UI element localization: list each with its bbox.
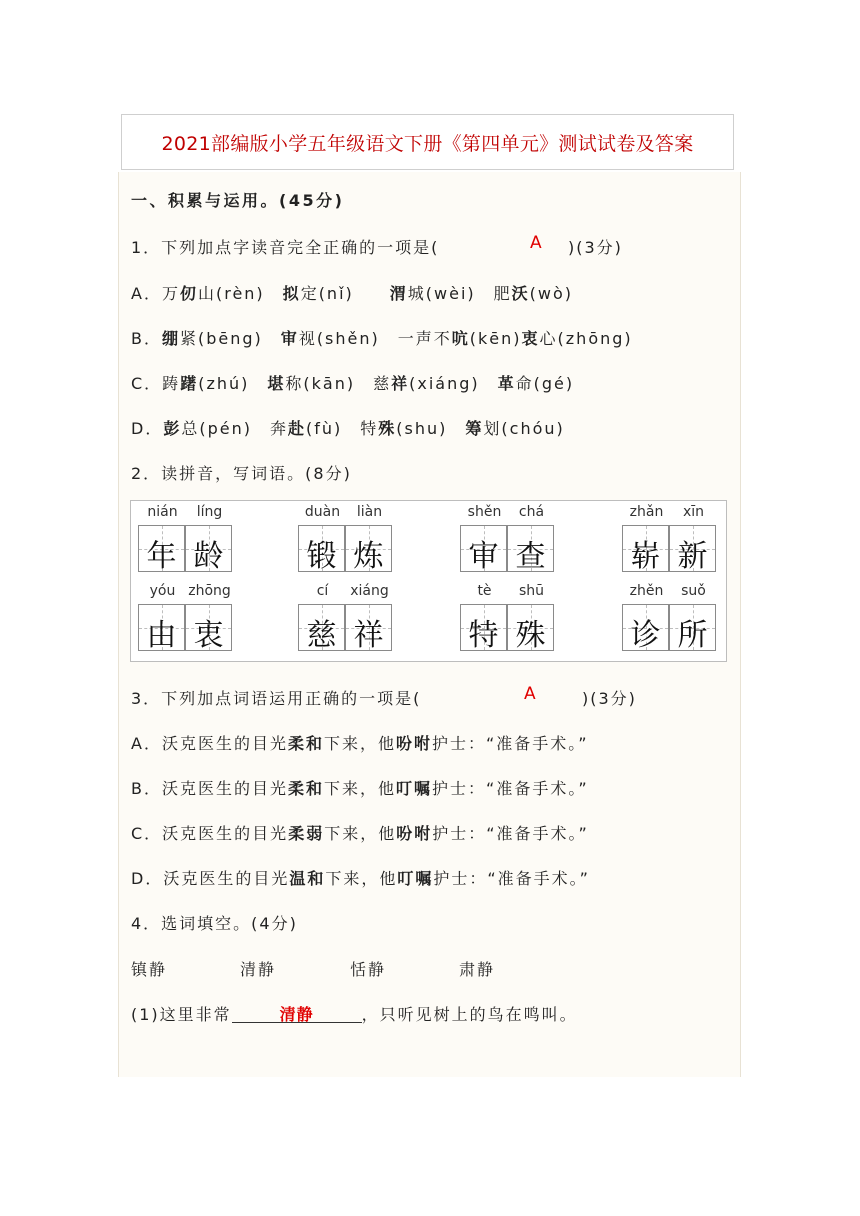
section-heading: 一、积累与运用。(45分): [131, 191, 345, 210]
pinyin-label: duàn: [304, 504, 341, 520]
char-cell: 所: [669, 604, 716, 651]
pinyin-label: zhōng: [188, 583, 231, 599]
char-cell: 殊: [507, 604, 554, 651]
char-cell: 诊: [622, 604, 669, 651]
char-cell: 慈: [298, 604, 345, 651]
pinyin-label: tè: [477, 583, 492, 599]
char-cell: 新: [669, 525, 716, 572]
q1-stem-before: 1．下列加点字读音完全正确的一项是(: [131, 238, 440, 257]
q1-option-b: B．绷紧(bēng) 审视(shěn) 一声不吭(kēn)衷心(zhōng): [131, 329, 633, 348]
q3-answer: A: [524, 684, 536, 704]
q3-option-b: B．沃克医生的目光柔和下来，他叮嘱护士：“准备手术。”: [131, 779, 589, 798]
q4-choice: 恬静: [350, 960, 387, 979]
q1-option-a: A．万仞山(rèn) 拟定(nǐ) 渭城(wèi) 肥沃(wò): [131, 284, 574, 303]
q4-stem: 4．选词填空。(4分): [131, 914, 298, 933]
pinyin-label: xīn: [682, 504, 705, 520]
pinyin-label: xiáng: [350, 583, 389, 599]
char-cell: 年: [138, 525, 185, 572]
char-cell: 查: [507, 525, 554, 572]
pinyin-label: liàn: [356, 504, 383, 520]
pinyin-label: cí: [316, 583, 329, 599]
pinyin-label: shěn: [467, 504, 502, 520]
char-cell: 由: [138, 604, 185, 651]
char-cell: 审: [460, 525, 507, 572]
pinyin-label: zhǎn: [629, 504, 664, 520]
title-box: [121, 114, 734, 170]
char-cell: 锻: [298, 525, 345, 572]
q3-option-a: A．沃克医生的目光柔和下来，他吩咐护士：“准备手术。”: [131, 734, 589, 753]
q4-item1: (1)这里非常 清静 ，只听见树上的鸟在鸣叫。: [131, 1002, 578, 1025]
q3-option-d: D．沃克医生的目光温和下来，他叮嘱护士：“准备手术。”: [131, 869, 590, 888]
pinyin-label: zhěn: [629, 583, 664, 599]
pinyin-label: suǒ: [681, 583, 706, 599]
q3-stem-after: )(3分): [582, 689, 637, 708]
char-cell: 炼: [345, 525, 392, 572]
q1-answer: A: [530, 233, 542, 253]
q4-choice: 肃静: [459, 960, 496, 979]
pinyin-label: shū: [518, 583, 545, 599]
pinyin-label: chá: [518, 504, 545, 520]
pinyin-label: yóu: [149, 583, 176, 599]
q4-item1-answer: 清静: [232, 1002, 362, 1023]
q3-option-c: C．沃克医生的目光柔弱下来，他吩咐护士：“准备手术。”: [131, 824, 589, 843]
page-title: 2021部编版小学五年级语文下册《第四单元》测试试卷及答案: [161, 133, 694, 155]
q1-stem-after: )(3分): [568, 238, 623, 257]
pinyin-grid: [130, 500, 727, 662]
q2-stem: 2．读拼音，写词语。(8分): [131, 464, 352, 483]
char-cell: 龄: [185, 525, 232, 572]
q1-option-d: D．彭总(pén) 奔赴(fù) 特殊(shu) 筹划(chóu): [131, 419, 565, 438]
char-cell: 特: [460, 604, 507, 651]
char-cell: 衷: [185, 604, 232, 651]
q1-option-c: C．踌躇(zhú) 堪称(kān) 慈祥(xiáng) 革命(gé): [131, 374, 575, 393]
q4-choice: 清静: [240, 960, 277, 979]
pinyin-label: líng: [196, 504, 223, 520]
char-cell: 祥: [345, 604, 392, 651]
char-cell: 崭: [622, 525, 669, 572]
pinyin-label: nián: [147, 504, 178, 520]
q4-choice: 镇静: [131, 960, 168, 979]
q3-stem-before: 3．下列加点词语运用正确的一项是(: [131, 689, 422, 708]
